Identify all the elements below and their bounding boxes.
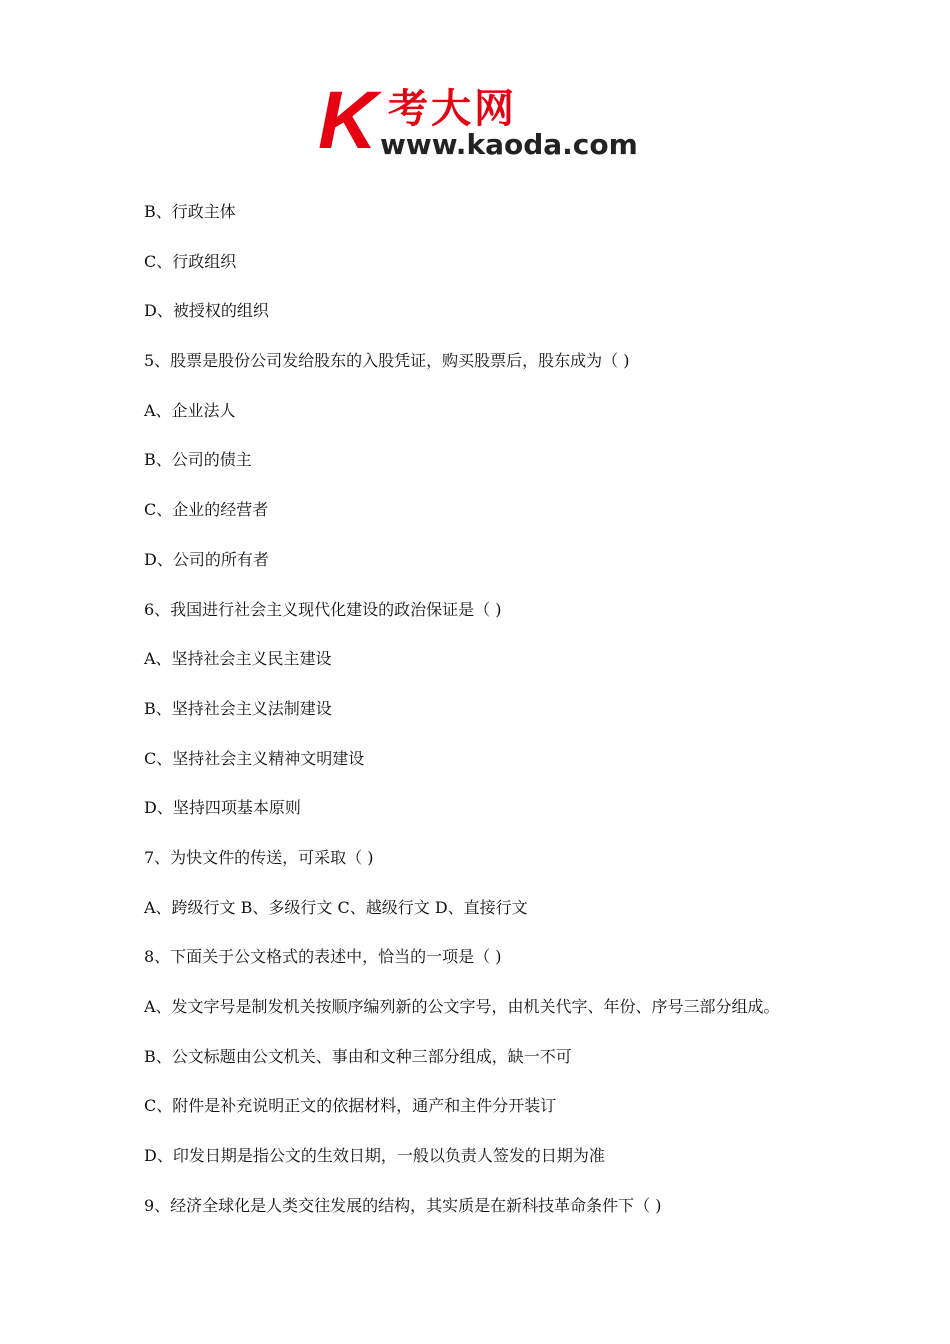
option-line: D、坚持四项基本原则	[144, 798, 301, 818]
option-line: D、被授权的组织	[144, 301, 269, 321]
option-line: A、坚持社会主义民主建设	[144, 649, 332, 669]
question-line: 7、为快文件的传送，可采取（ )	[144, 847, 374, 867]
question-line: 9、经济全球化是人类交往发展的结构，其实质是在新科技革命条件下（ )	[144, 1195, 662, 1215]
logo-url: www.kaoda.com	[380, 128, 638, 161]
question-line: 6、我国进行社会主义现代化建设的政治保证是（ )	[144, 599, 502, 619]
question-line: 5、股票是股份公司发给股东的入股凭证，购买股票后，股东成为（ )	[144, 351, 630, 371]
option-line: B、行政主体	[144, 202, 236, 221]
option-line: D、印发日期是指公文的生效日期，一般以负责人签发的日期为准	[144, 1146, 605, 1166]
option-line: A、企业法人	[144, 400, 236, 420]
exam-questions	[144, 198, 904, 1241]
option-line: B、公文标题由公文机关、事由和文种三部分组成，缺一不可	[144, 1046, 572, 1066]
logo-k-mark: K	[318, 82, 378, 162]
option-line: B、坚持社会主义法制建设	[144, 698, 332, 718]
option-line: A、跨级行文 B、多级行文 C、越级行文 D、直接行文	[144, 897, 528, 917]
option-line: C、坚持社会主义精神文明建设	[144, 748, 365, 768]
logo-chinese-name: 考大网	[388, 86, 517, 132]
option-line: D、公司的所有者	[144, 549, 269, 569]
option-line: A、发文字号是制发机关按顺序编列新的公文字号，由机关代字、年份、序号三部分组成。	[144, 997, 780, 1016]
question-line: 8、下面关于公文格式的表述中，恰当的一项是（ )	[144, 947, 502, 967]
option-line: C、行政组织	[144, 251, 237, 271]
option-line: B、公司的债主	[144, 450, 252, 470]
kaoda-logo	[318, 82, 640, 162]
option-line: C、附件是补充说明正文的依据材料，通产和主件分开装订	[144, 1096, 557, 1116]
option-line: C、企业的经营者	[144, 500, 269, 520]
